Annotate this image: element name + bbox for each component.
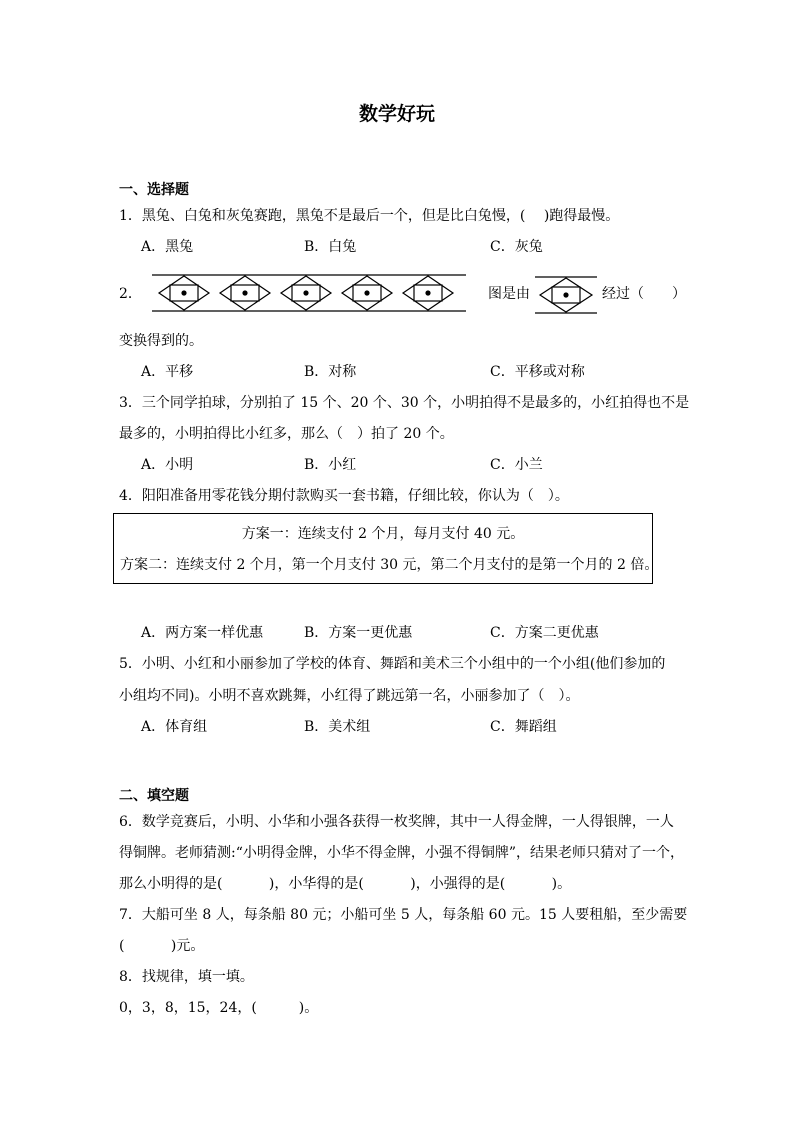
question-1-text: 1．黑兔、白兔和灰兔赛跑，黑兔不是最后一个，但是比白兔慢，( )跑得最慢。 <box>119 208 620 224</box>
question-8-line-2: 0，3，8，15，24，( )。 <box>119 1000 319 1016</box>
section-heading-fill: 二、填空题 <box>119 788 189 804</box>
question-1-option-a: A．黑兔 <box>141 239 194 255</box>
question-2-text-a: 图是由 <box>488 286 530 302</box>
question-2-option-a: A．平移 <box>141 364 194 380</box>
question-2-text-b: 经过（ ） <box>602 286 686 302</box>
question-2-number: 2． <box>119 286 142 302</box>
section-heading-choice: 一、选择题 <box>119 182 189 198</box>
question-8-line-1: 8．找规律，填一填。 <box>119 969 254 985</box>
question-7-line-1: 7．大船可坐 8 人，每条船 80 元；小船可坐 5 人，每条船 60 元。15 人要租船，至少需要 <box>119 907 688 923</box>
plan-2-text: 方案二：连续支付 2 个月，第一个月支付 30 元，第二个月支付的是第一个月的 2 倍。 <box>120 557 659 573</box>
question-5-line-1: 5．小明、小红和小丽参加了学校的体育、舞蹈和美术三个小组中的一个小组(他们参加的 <box>119 656 666 672</box>
question-3-option-b: B．小红 <box>304 457 357 473</box>
question-5-option-c: C．舞蹈组 <box>490 719 557 735</box>
question-3-line-1: 3．三个同学拍球，分别拍了 15 个、20 个、30 个，小明拍得不是最多的，小红拍得也不是 <box>119 395 690 411</box>
pattern-strip-figure <box>152 273 466 313</box>
plan-1-text: 方案一：连续支付 2 个月，每月支付 40 元。 <box>241 526 525 542</box>
question-5-option-a: A．体育组 <box>141 719 208 735</box>
question-6-line-2: 得铜牌。老师猜测:“小明得金牌，小华不得金牌，小强不得铜牌”，结果老师只猜对了一个， <box>119 845 685 861</box>
pattern-unit-figure <box>535 276 597 314</box>
question-7-line-2: ( )元。 <box>119 938 205 954</box>
question-6-line-3: 那么小明得的是( )，小华得的是( )，小强得的是( )。 <box>119 876 572 892</box>
question-4-text: 4．阳阳准备用零花钱分期付款购买一套书籍，仔细比较，你认为（ ）。 <box>119 488 569 504</box>
question-2-option-b: B．对称 <box>304 364 357 380</box>
question-6-line-1: 6．数学竞赛后，小明、小华和小强各获得一枚奖牌，其中一人得金牌，一人得银牌，一人 <box>119 814 674 830</box>
question-4-option-a: A．两方案一样优惠 <box>141 625 264 641</box>
question-2-text-c: 变换得到的。 <box>119 333 203 349</box>
question-4-option-b: B．方案一更优惠 <box>304 625 413 641</box>
page-title: 数学好玩 <box>358 103 435 125</box>
question-1-option-b: B．白兔 <box>304 239 357 255</box>
question-2-option-c: C．平移或对称 <box>490 364 585 380</box>
question-4-option-c: C．方案二更优惠 <box>490 625 599 641</box>
payment-plans-box <box>113 513 659 584</box>
question-1-option-c: C．灰兔 <box>490 239 543 255</box>
question-5-line-2: 小组均不同)。小明不喜欢跳舞，小红得了跳远第一名，小丽参加了（ ）。 <box>119 688 580 704</box>
question-5-option-b: B．美术组 <box>304 719 371 735</box>
question-3-line-2: 最多的，小明拍得比小红多，那么（ ）拍了 20 个。 <box>119 426 454 442</box>
question-3-option-c: C．小兰 <box>490 457 543 473</box>
question-3-option-a: A．小明 <box>141 457 194 473</box>
